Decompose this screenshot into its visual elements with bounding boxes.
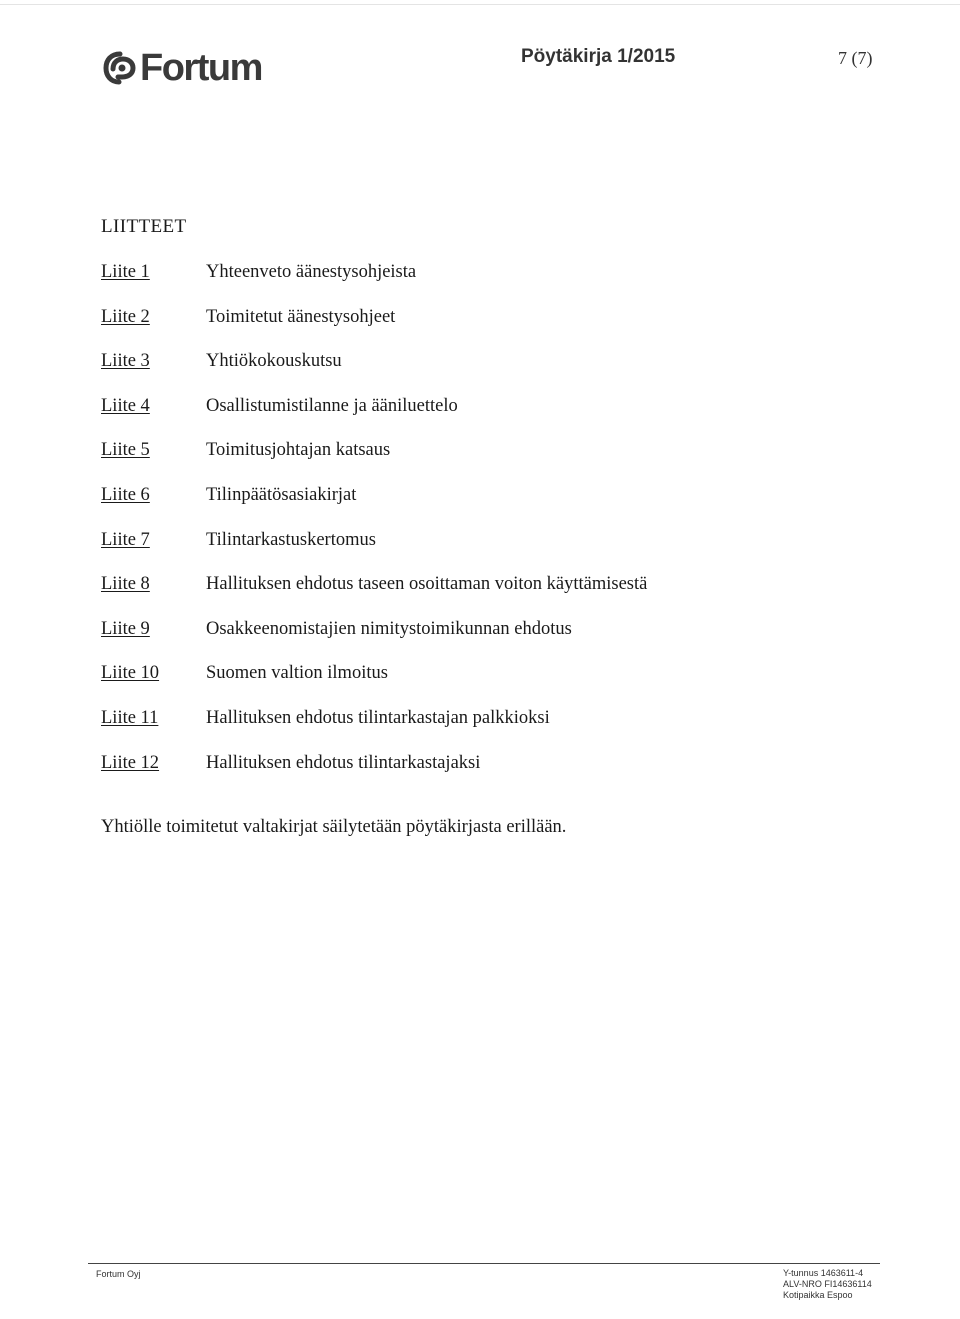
list-item bbox=[101, 661, 647, 706]
list-item bbox=[101, 617, 647, 662]
document-title: Pöytäkirja 1/2015 bbox=[521, 46, 676, 67]
attachment-description: Tilintarkastuskertomus bbox=[206, 529, 376, 550]
attachment-description: Toimitetut äänestysohjeet bbox=[206, 306, 396, 327]
attachment-label: Liite 6 bbox=[101, 484, 150, 505]
list-item bbox=[101, 572, 647, 617]
attachment-label: Liite 1 bbox=[101, 262, 150, 282]
attachment-description: Hallituksen ehdotus tilintarkastajaksi bbox=[206, 752, 481, 773]
footer-company-details bbox=[783, 1268, 872, 1301]
footer-business-id: Y-tunnus 1463611-4 bbox=[783, 1268, 864, 1278]
section-heading: LIITTEET bbox=[101, 216, 187, 237]
attachment-list bbox=[101, 260, 647, 795]
attachment-label: Liite 2 bbox=[101, 306, 150, 327]
list-item bbox=[101, 305, 647, 350]
logo-text: Fortum bbox=[140, 47, 262, 89]
list-item bbox=[101, 394, 647, 439]
attachment-description: Hallituksen ehdotus taseen osoittaman voiton käyttämisestä bbox=[206, 574, 648, 595]
list-item bbox=[101, 438, 647, 483]
attachment-label: Liite 9 bbox=[101, 618, 150, 639]
attachment-description: Osakkeenomistajien nimitystoimikunnan ehdotus bbox=[206, 618, 572, 639]
attachment-label: Liite 8 bbox=[101, 574, 150, 595]
attachment-label: Liite 4 bbox=[101, 395, 150, 416]
list-item bbox=[101, 260, 647, 305]
attachment-description: Hallituksen ehdotus tilintarkastajan palkkioksi bbox=[206, 707, 550, 728]
footer-domicile: Kotipaikka Espoo bbox=[783, 1290, 853, 1300]
list-item bbox=[101, 483, 647, 528]
list-item bbox=[101, 706, 647, 751]
attachment-label: Liite 11 bbox=[101, 707, 159, 728]
proxy-note: Yhtiölle toimitetut valtakirjat säilytetään pöytäkirjasta erillään. bbox=[101, 817, 567, 837]
fortum-logo-icon bbox=[103, 51, 137, 85]
footer-vat-number: ALV-NRO FI14636114 bbox=[783, 1279, 872, 1289]
attachment-description: Yhteenveto äänestysohjeista bbox=[206, 262, 417, 282]
attachment-description: Toimitusjohtajan katsaus bbox=[206, 440, 391, 461]
footer-rule bbox=[88, 1263, 880, 1264]
page-number: 7 (7) bbox=[838, 48, 873, 68]
attachment-label: Liite 5 bbox=[101, 440, 150, 461]
top-rule bbox=[0, 4, 960, 5]
attachment-label: Liite 10 bbox=[101, 663, 160, 684]
list-item bbox=[101, 751, 647, 796]
attachment-label: Liite 12 bbox=[101, 752, 160, 773]
list-item bbox=[101, 528, 647, 573]
attachment-description: Suomen valtion ilmoitus bbox=[206, 663, 388, 684]
attachment-label: Liite 7 bbox=[101, 529, 150, 550]
attachment-label: Liite 3 bbox=[101, 351, 150, 372]
attachment-description: Osallistumistilanne ja ääniluettelo bbox=[206, 395, 458, 416]
attachment-description: Tilinpäätösasiakirjat bbox=[206, 484, 357, 505]
footer-company: Fortum Oyj bbox=[96, 1269, 141, 1279]
fortum-logo bbox=[103, 44, 262, 92]
attachment-description: Yhtiökokouskutsu bbox=[206, 351, 342, 372]
list-item bbox=[101, 349, 647, 394]
